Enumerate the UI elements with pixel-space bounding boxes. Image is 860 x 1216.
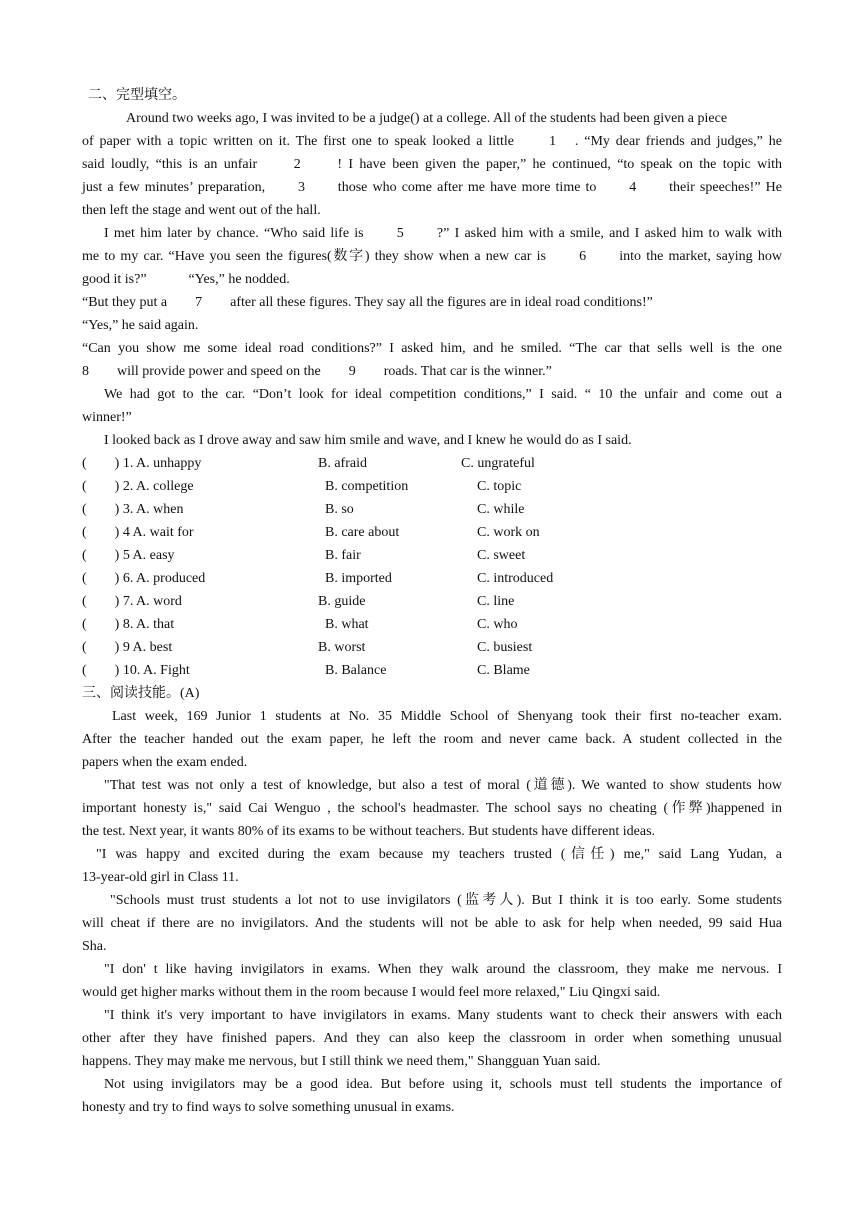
cloze-paragraph-line: just a few minutes’ preparation, 3 those who come after me have more time to 4 their speeches!” He xyxy=(82,180,782,195)
reading-paragraph-line: happens. They may make me nervous, but I still think we need them," Shangguan Yuan said. xyxy=(82,1054,601,1069)
reading-paragraph-line: the test. Next year, it wants 80% of its exams to be without teachers. But students have different ideas. xyxy=(82,824,656,839)
cloze-paragraph-line: said loudly, “this is an unfair 2 ! I have been given the paper,” he continued, “to speak on the topic with xyxy=(82,157,782,172)
section-heading-reading: 三、阅读技能。(A) xyxy=(82,686,200,701)
cloze-paragraph-line: then left the stage and went out of the hall. xyxy=(82,203,321,218)
reading-paragraph-line: papers when the exam ended. xyxy=(82,755,248,770)
option-c: C. while xyxy=(477,502,525,517)
section-heading-cloze: 二、完型填空。 xyxy=(88,88,186,103)
reading-paragraph-line: other after they have finished papers. And they can also keep the classroom in order when something unusual xyxy=(82,1031,782,1046)
option-c: C. line xyxy=(477,594,515,609)
option-b: B. imported xyxy=(325,571,392,586)
option-b: B. worst xyxy=(318,640,366,655)
reading-paragraph-line: important honesty is," said Cai Wenguo , the school's headmaster. The school says no cheating (作弊)happened in xyxy=(82,801,782,816)
cloze-paragraph-line: me to my car. “Have you seen the figures(数字) they show when a new car is 6 into the market, saying how xyxy=(82,249,782,264)
option-c: C. work on xyxy=(477,525,540,540)
option-b: B. afraid xyxy=(318,456,367,471)
reading-paragraph-line: "I don' t like having invigilators in exams. When they walk around the classroom, they make me nervous. I xyxy=(104,962,782,977)
reading-paragraph-line: "I think it's very important to have invigilators in exams. Many students want to check their answers with each xyxy=(104,1008,782,1023)
option-c: C. ungrateful xyxy=(461,456,535,471)
option-c: C. introduced xyxy=(477,571,554,586)
question-number-option-a: ( ) 4 A. wait for xyxy=(82,525,194,540)
question-number-option-a: ( ) 6. A. produced xyxy=(82,571,206,586)
reading-paragraph-line: honesty and try to find ways to solve something unusual in exams. xyxy=(82,1100,455,1115)
cloze-paragraph-line: 8 will provide power and speed on the 9 roads. That car is the winner.” xyxy=(82,364,552,379)
question-number-option-a: ( ) 2. A. college xyxy=(82,479,194,494)
cloze-paragraph-line: good it is?” “Yes,” he nodded. xyxy=(82,272,290,287)
question-number-option-a: ( ) 5 A. easy xyxy=(82,548,175,563)
reading-paragraph-line: will cheat if there are no invigilators. And the students will not be able to ask for help when needed, 99 said Hua xyxy=(82,916,782,931)
question-number-option-a: ( ) 7. A. word xyxy=(82,594,182,609)
option-b: B. so xyxy=(325,502,354,517)
cloze-paragraph-line: “But they put a 7 after all these figures. They say all the figures are in ideal road conditions!” xyxy=(82,295,653,310)
question-number-option-a: ( ) 8. A. that xyxy=(82,617,175,632)
reading-paragraph-line: Last week, 169 Junior 1 students at No. 35 Middle School of Shenyang took their first no-teacher exam. xyxy=(112,709,782,724)
cloze-paragraph-line: We had got to the car. “Don’t look for ideal competition conditions,” I said. “ 10 the unfair and come out a xyxy=(104,387,782,402)
option-b: B. fair xyxy=(325,548,361,563)
option-c: C. Blame xyxy=(477,663,530,678)
reading-paragraph-line: Not using invigilators may be a good idea. But before using it, schools must tell students the importance of xyxy=(104,1077,782,1092)
option-c: C. who xyxy=(477,617,518,632)
reading-paragraph-line: "That test was not only a test of knowledge, but also a test of moral (道德). We wanted to show students how xyxy=(104,778,782,793)
option-b: B. guide xyxy=(318,594,366,609)
option-b: B. care about xyxy=(325,525,400,540)
option-b: B. Balance xyxy=(325,663,387,678)
question-number-option-a: ( ) 10. A. Fight xyxy=(82,663,190,678)
option-c: C. sweet xyxy=(477,548,526,563)
question-number-option-a: ( ) 9 A. best xyxy=(82,640,173,655)
cloze-paragraph-line: I looked back as I drove away and saw him smile and wave, and I knew he would do as I said. xyxy=(104,433,632,448)
reading-paragraph-line: 13-year-old girl in Class 11. xyxy=(82,870,239,885)
option-c: C. busiest xyxy=(477,640,533,655)
reading-paragraph-line: "Schools must trust students a lot not to use invigilators (监考人). But I think it is too early. Some students xyxy=(110,893,782,908)
question-number-option-a: ( ) 3. A. when xyxy=(82,502,184,517)
reading-paragraph-line: "I was happy and excited during the exam because my teachers trusted (信任) me," said Lang Yudan, a xyxy=(96,847,782,862)
cloze-paragraph-line: I met him later by chance. “Who said life is 5 ?” I asked him with a smile, and I asked him to walk with xyxy=(104,226,782,241)
reading-paragraph-line: Sha. xyxy=(82,939,107,954)
reading-paragraph-line: After the teacher handed out the exam paper, he left the room and never came back. A student collected in the xyxy=(82,732,782,747)
cloze-paragraph-line: winner!” xyxy=(82,410,132,425)
question-number-option-a: ( ) 1. A. unhappy xyxy=(82,456,202,471)
option-b: B. what xyxy=(325,617,369,632)
reading-paragraph-line: would get higher marks without them in the room because I would feel more relaxed," Liu Qingxi said. xyxy=(82,985,661,1000)
cloze-paragraph-line: Around two weeks ago, I was invited to be a judge() at a college. All of the students had been given a piece xyxy=(126,111,728,126)
cloze-paragraph-line: “Can you show me some ideal road conditions?” I asked him, and he smiled. “The car that sells well is the one xyxy=(82,341,782,356)
cloze-paragraph-line: “Yes,” he said again. xyxy=(82,318,199,333)
option-c: C. topic xyxy=(477,479,522,494)
option-b: B. competition xyxy=(325,479,409,494)
cloze-paragraph-line: of paper with a topic written on it. The first one to speak looked a little 1 . “My dear friends and judges,” he xyxy=(82,134,782,149)
